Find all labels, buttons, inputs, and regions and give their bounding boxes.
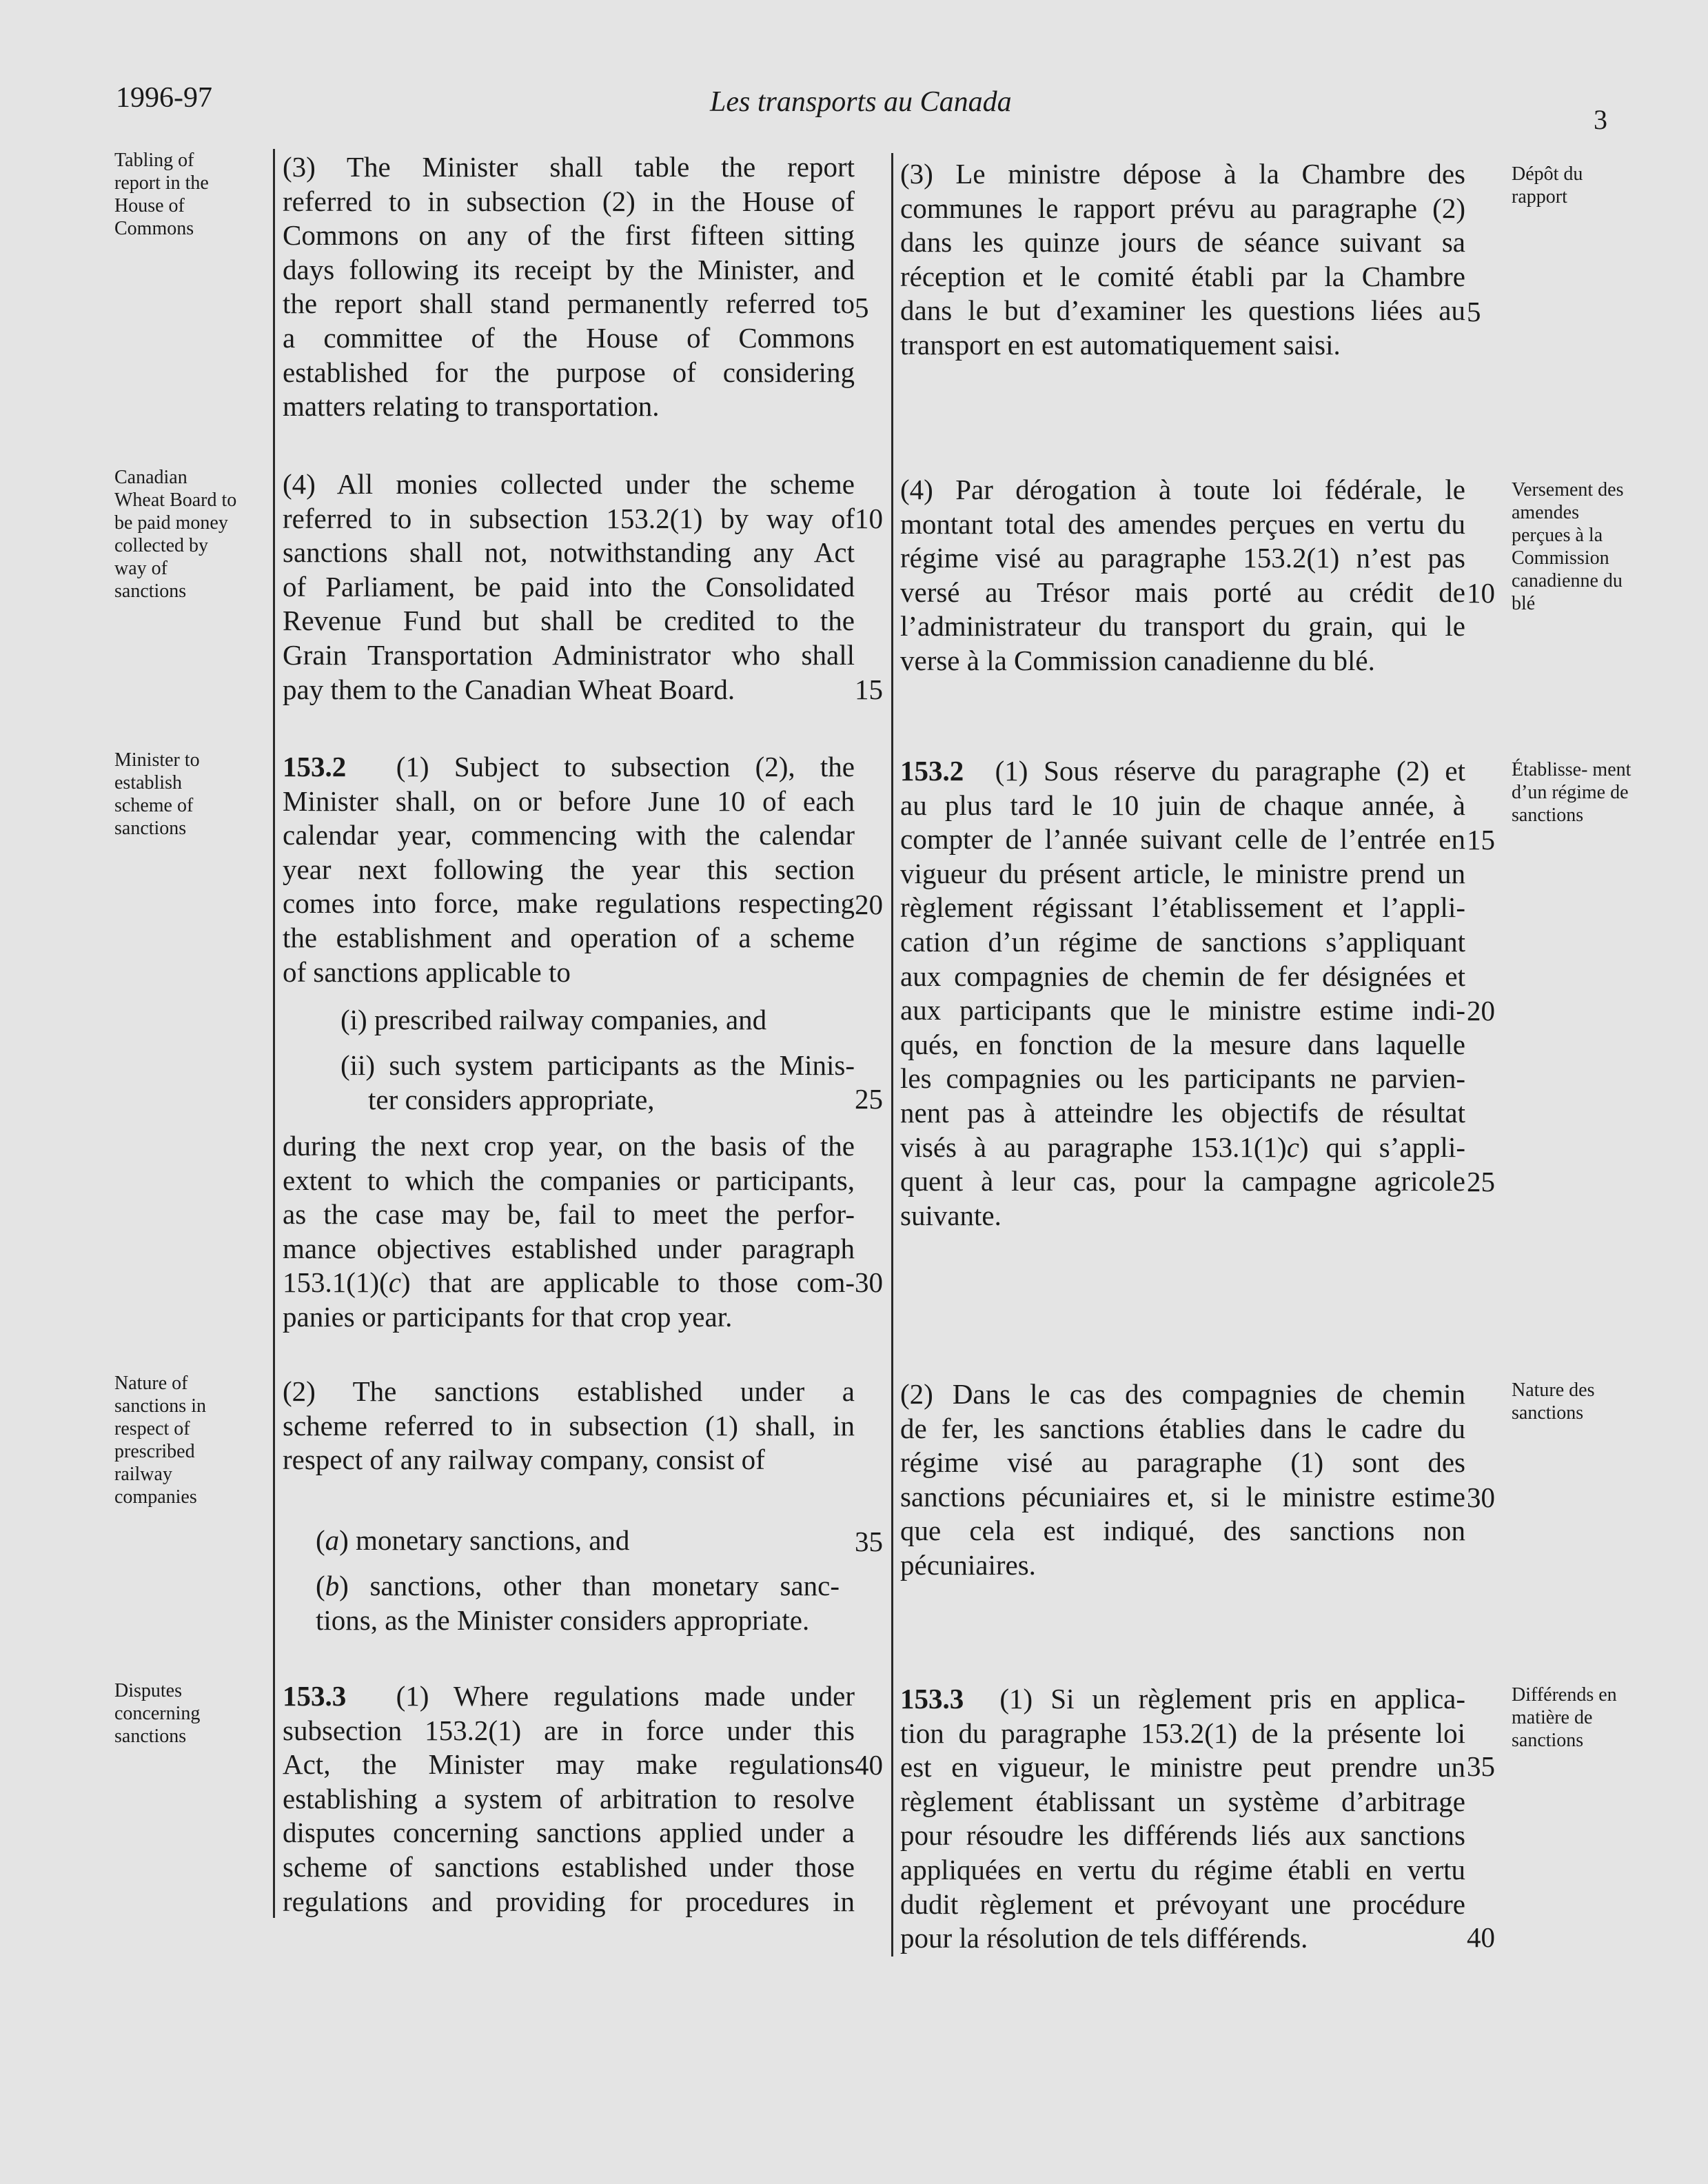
column-rule-left: [273, 149, 275, 1918]
fr-paragraph-depot: (3) Le ministre dépose à la Chambre des communes le rapport prévu au paragraphe (2) dans les quinze jours de séance suivant sa réception et le comité établi par la Chambre dans le but d’examiner les questions liées au transport en est automatiquement saisi.: [900, 158, 1465, 361]
line-number: 25: [1467, 1166, 1495, 1197]
line-number: 35: [1467, 1750, 1495, 1782]
line-number: 30: [855, 1266, 883, 1298]
line-number: 40: [1467, 1921, 1495, 1953]
margin-note-disputes: Disputes concerning sanctions: [114, 1680, 201, 1747]
page-number: 3: [1594, 104, 1607, 135]
en-paragraph-tabling: (3) The Minister shall table the report referred to in subsection (2) in the House of Commons on any of the first fifteen sitting days following its receipt by the Minister, and the report shall stand permanently referred to a committee of the House of Commons established for the purpose of considering matters relating to transportation.: [283, 151, 855, 423]
margin-note-differends: Différends en matière de sanctions: [1512, 1684, 1617, 1751]
line-number: 30: [1467, 1482, 1495, 1513]
header-year: 1996-97: [116, 82, 212, 114]
en-item-ii: (ii) such system participants as the Minis- ter considers appropriate,: [340, 1049, 855, 1115]
margin-note-tabling: Tabling of report in the House of Commons: [114, 150, 209, 239]
fr-paragraph-sanctions: (2) Dans le cas des compagnies de chemin de fer, les sanctions établies dans le cadre du régime visé au paragraphe (1) sont des sanctions pécuniaires et, si le ministre estime que cela est indiqué, des sanctions non pécuniaires.: [900, 1378, 1465, 1581]
fr-section-153-2: 153.2 (1) Sous réserve du paragraphe (2) et au plus tard le 10 juin de chaque année, à compter de l’année suivant celle de l’entrée en vigueur du présent article, le ministre prend un règlement régissant l’établissement et l’appli- cation d’un régime de sanctions s’appliquant aux compagnies de chemin de fer désignées et aux participants que le ministre estime indi- qués, en fonction de la mesure dans laquelle les compagnies ou les participants ne parvien- nent pas à atteindre les objectifs de résultat visés à au paragraphe 153.1(1)c) qui s’appli- quent à leur cas, pour la campagne agricole suivante.: [900, 755, 1466, 1231]
margin-note-versement: Versement des amendes perçues à la Commission canadienne du blé: [1512, 479, 1624, 614]
line-number: 40: [855, 1749, 883, 1781]
en-section-number: 153.2: [283, 751, 347, 782]
fr-section-153-3: 153.3 (1) Si un règlement pris en applica- tion du paragraphe 153.2(1) de la présente loi est en vigueur, le ministre peut prendre un règlement établissant un système d’arbitrage pour résoudre les différends liés aux sanctions appliquées en vertu du régime établi en vertu dudit règlement et prévoyant une procédure pour la résolution de tels différends.: [900, 1683, 1465, 1954]
line-number: 10: [855, 503, 883, 534]
line-number: 5: [855, 292, 869, 323]
en-item-b: (b) sanctions, other than monetary sanc- tions, as the Minister considers appropriate.: [316, 1570, 840, 1636]
fr-paragraph-versement: (4) Par dérogation à toute loi fédérale, le montant total des amendes perçues en vertu du régime visé au paragraphe 153.2(1) n’est pas versé au Trésor mais porté au crédit de l’administrateur du transport du grain, qui le verse à la Commission canadienne du blé.: [900, 474, 1465, 676]
column-rule-middle: [891, 153, 893, 1957]
en-paragraph-sanctions: (2) The sanctions established under a scheme referred to in subsection (1) shall, in respect of any railway company, consist of: [283, 1375, 855, 1476]
margin-note-etablissement: Établisse- ment d’un régime de sanctions: [1512, 759, 1631, 826]
line-number: 20: [855, 889, 883, 920]
en-section-number: 153.3: [283, 1680, 347, 1712]
margin-note-scheme: Minister to establish scheme of sanctions: [114, 749, 200, 839]
en-item-a: (a) monetary sanctions, and: [316, 1524, 630, 1556]
margin-note-nature: Nature of sanctions in respect of prescribed railway companies: [114, 1373, 206, 1508]
line-number: 35: [855, 1526, 883, 1557]
en-section-153-2: 153.2 (1) Subject to subsection (2), the Minister shall, on or before June 10 of each calendar year, commencing with the calendar year next following the year this section comes into force, make regulations respecting the establishment and operation of a scheme of sanctions applicable to: [283, 751, 855, 988]
en-item-i: (i) prescribed railway companies, and: [340, 1004, 767, 1035]
line-number: 15: [855, 674, 883, 705]
line-number: 10: [1467, 577, 1495, 609]
fr-section-number: 153.3: [900, 1683, 964, 1715]
line-number: 20: [1467, 995, 1495, 1027]
line-number: 25: [855, 1083, 883, 1115]
line-number: 15: [1467, 824, 1495, 856]
en-paragraph-crop-year: during the next crop year, on the basis of the extent to which the companies or participants, as the case may be, fail to meet the perfor- mance objectives established under paragraph 153.1(1)(c) that are applicable to those com- panies or participants for that crop year.: [283, 1130, 855, 1333]
en-section-153-3: 153.3 (1) Where regulations made under subsection 153.2(1) are in force under this Act, the Minister may make regulations establishing a system of arbitration to resolve disputes concerning sanctions applied under a scheme of sanctions established under those regulations and providing for procedures in: [283, 1680, 855, 1917]
line-number: 5: [1467, 296, 1481, 327]
header-title: Les transports au Canada: [710, 86, 1012, 118]
fr-section-number: 153.2: [900, 755, 964, 787]
en-paragraph-monies: (4) All monies collected under the scheme referred to in subsection 153.2(1) by way of sanctions shall not, notwithstanding any Act of Parliament, be paid into the Consolidated Revenue Fund but shall be credited to the Grain Transportation Administrator who shall pay them to the Canadian Wheat Board.: [283, 468, 855, 705]
margin-note-depot: Dépôt du rapport: [1512, 163, 1583, 208]
margin-note-nature-fr: Nature des sanctions: [1512, 1379, 1595, 1424]
margin-note-wheat-board: Canadian Wheat Board to be paid money collected by way of sanctions: [114, 467, 237, 602]
